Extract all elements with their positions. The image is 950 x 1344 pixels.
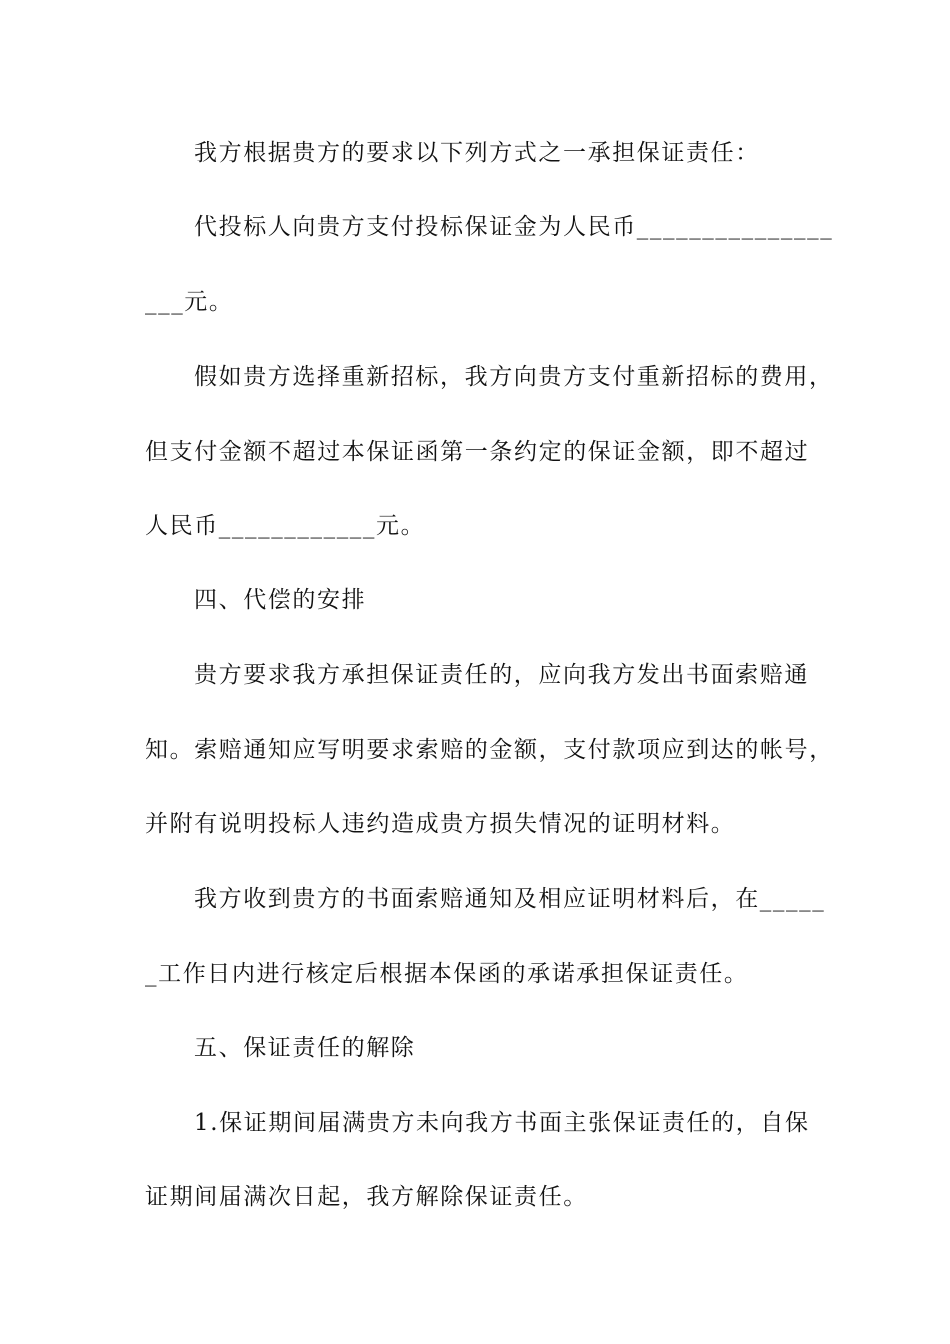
paragraph-retender-line-1: 假如贵方选择重新招标，我方向贵方支付重新招标的费用，	[194, 364, 834, 390]
paragraph-verify-line-2: _工作日内进行核定后根据本保函的承诺承担保证责任。	[145, 961, 749, 987]
section-heading-release: 五、保证责任的解除	[194, 1035, 416, 1061]
paragraph-deposit-line-1: 代投标人向贵方支付投标保证金为人民币_______________	[194, 214, 834, 240]
paragraph-verify-line-1: 我方收到贵方的书面索赔通知及相应证明材料后，在_____	[194, 886, 826, 912]
paragraph-retender-line-2: 但支付金额不超过本保证函第一条约定的保证金额，即不超过	[145, 439, 810, 465]
paragraph-claim-line-1: 贵方要求我方承担保证责任的，应向我方发出书面索赔通	[194, 662, 809, 688]
paragraph-claim-line-3: 并附有说明投标人违约造成贵方损失情况的证明材料。	[145, 811, 736, 837]
paragraph-claim-line-2: 知。索赔通知应写明要求索赔的金额，支付款项应到达的帐号，	[145, 737, 834, 763]
paragraph-release-line-1: 1.保证期间届满贵方未向我方书面主张保证责任的，自保	[194, 1110, 810, 1136]
paragraph-deposit-line-2: ___元。	[145, 289, 234, 315]
paragraph-guarantee-methods: 我方根据贵方的要求以下列方式之一承担保证责任：	[194, 140, 760, 166]
paragraph-release-line-2: 证期间届满次日起，我方解除保证责任。	[145, 1184, 588, 1210]
paragraph-retender-line-3: 人民币____________元。	[145, 513, 426, 539]
section-heading-compensation: 四、代偿的安排	[194, 587, 367, 613]
